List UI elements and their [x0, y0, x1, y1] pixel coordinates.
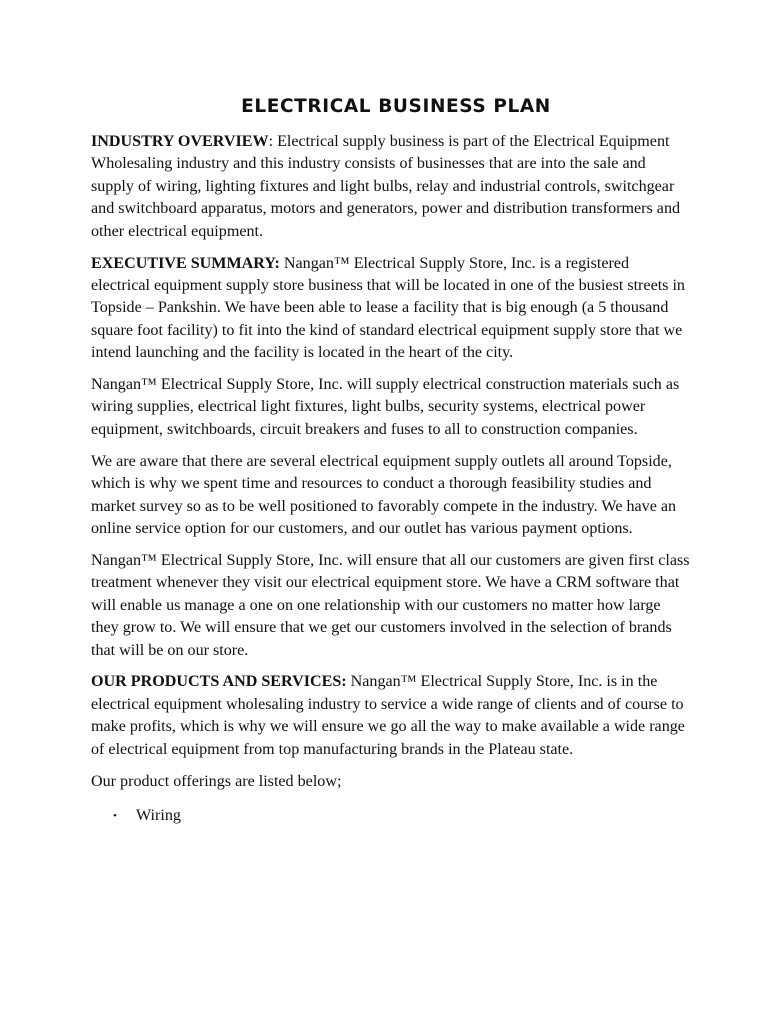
paragraph-heading: OUR PRODUCTS AND SERVICES:	[91, 673, 347, 691]
paragraph-customer-treatment	[91, 550, 691, 662]
bullet-icon: •	[113, 809, 117, 822]
paragraph-products-services	[91, 671, 691, 761]
paragraph-industry-overview	[91, 131, 691, 243]
list-item-text: Wiring	[136, 806, 181, 824]
document-title: ELECTRICAL BUSINESS PLAN	[241, 96, 551, 117]
paragraph-text: We are aware that there are several electrical equipment supply outlets all around Topside, which is why we spent time and resources to conduct a thorough feasibility studies and market survey so as to be well positioned to favorably compete in the industry. We have an online service option for our customers, and our outlet has various payment options.	[91, 452, 677, 537]
paragraph-text: Nangan™ Electrical Supply Store, Inc. will supply electrical construction materials such as wiring supplies, electrical light fixtures, light bulbs, security systems, electrical power equipment, switchboards, circuit breakers and fuses to all to construction companies.	[91, 376, 680, 438]
product-list	[91, 805, 691, 827]
paragraph-competition	[91, 451, 691, 541]
paragraph-product-intro	[91, 771, 691, 793]
paragraph-text: Nangan™ Electrical Supply Store, Inc. is in the electrical equipment wholesaling industry to service a wide range of clients and of course to make profits, which is why we will ensure we go all the way to make available a wide range of electrical equipment from top manufacturing brands in the Plateau state.	[91, 673, 685, 758]
paragraph-heading: EXECUTIVE SUMMARY:	[91, 254, 280, 272]
paragraph-supply-materials	[91, 374, 691, 441]
paragraph-text: Nangan™ Electrical Supply Store, Inc. will ensure that all our customers are given first class treatment whenever they visit our electrical equipment store. We have a CRM software that will enable us manage a one on one relationship with our customers no matter how large they grow to. We will ensure that we get our customers involved in the selection of brands that will be on our store.	[91, 551, 690, 659]
list-item	[91, 805, 691, 827]
paragraph-executive-summary	[91, 253, 691, 365]
paragraph-heading: INDUSTRY OVERVIEW	[91, 133, 269, 150]
document-page	[91, 94, 691, 827]
paragraph-text: Nangan™ Electrical Supply Store, Inc. is a registered electrical equipment supply store business that will be located in one of the busiest streets in Topside – Pankshin. We have been able to lease a facility that is big enough (a 5 thousand square foot facility) to fit into the kind of standard electrical equipment supply store that we intend launching and the facility is located in the heart of the city.	[91, 254, 685, 362]
paragraph-text: Our product offerings are listed below;	[91, 772, 342, 790]
paragraph-text: : Electrical supply business is part of the Electrical Equipment Wholesaling industry and this industry consists of businesses that are into the sale and supply of wiring, lighting fixtures and light bulbs, relay and industrial controls, switchgear and switchboard apparatus, motors and generators, power and distribution transformers and other electrical equipment.	[91, 133, 681, 240]
